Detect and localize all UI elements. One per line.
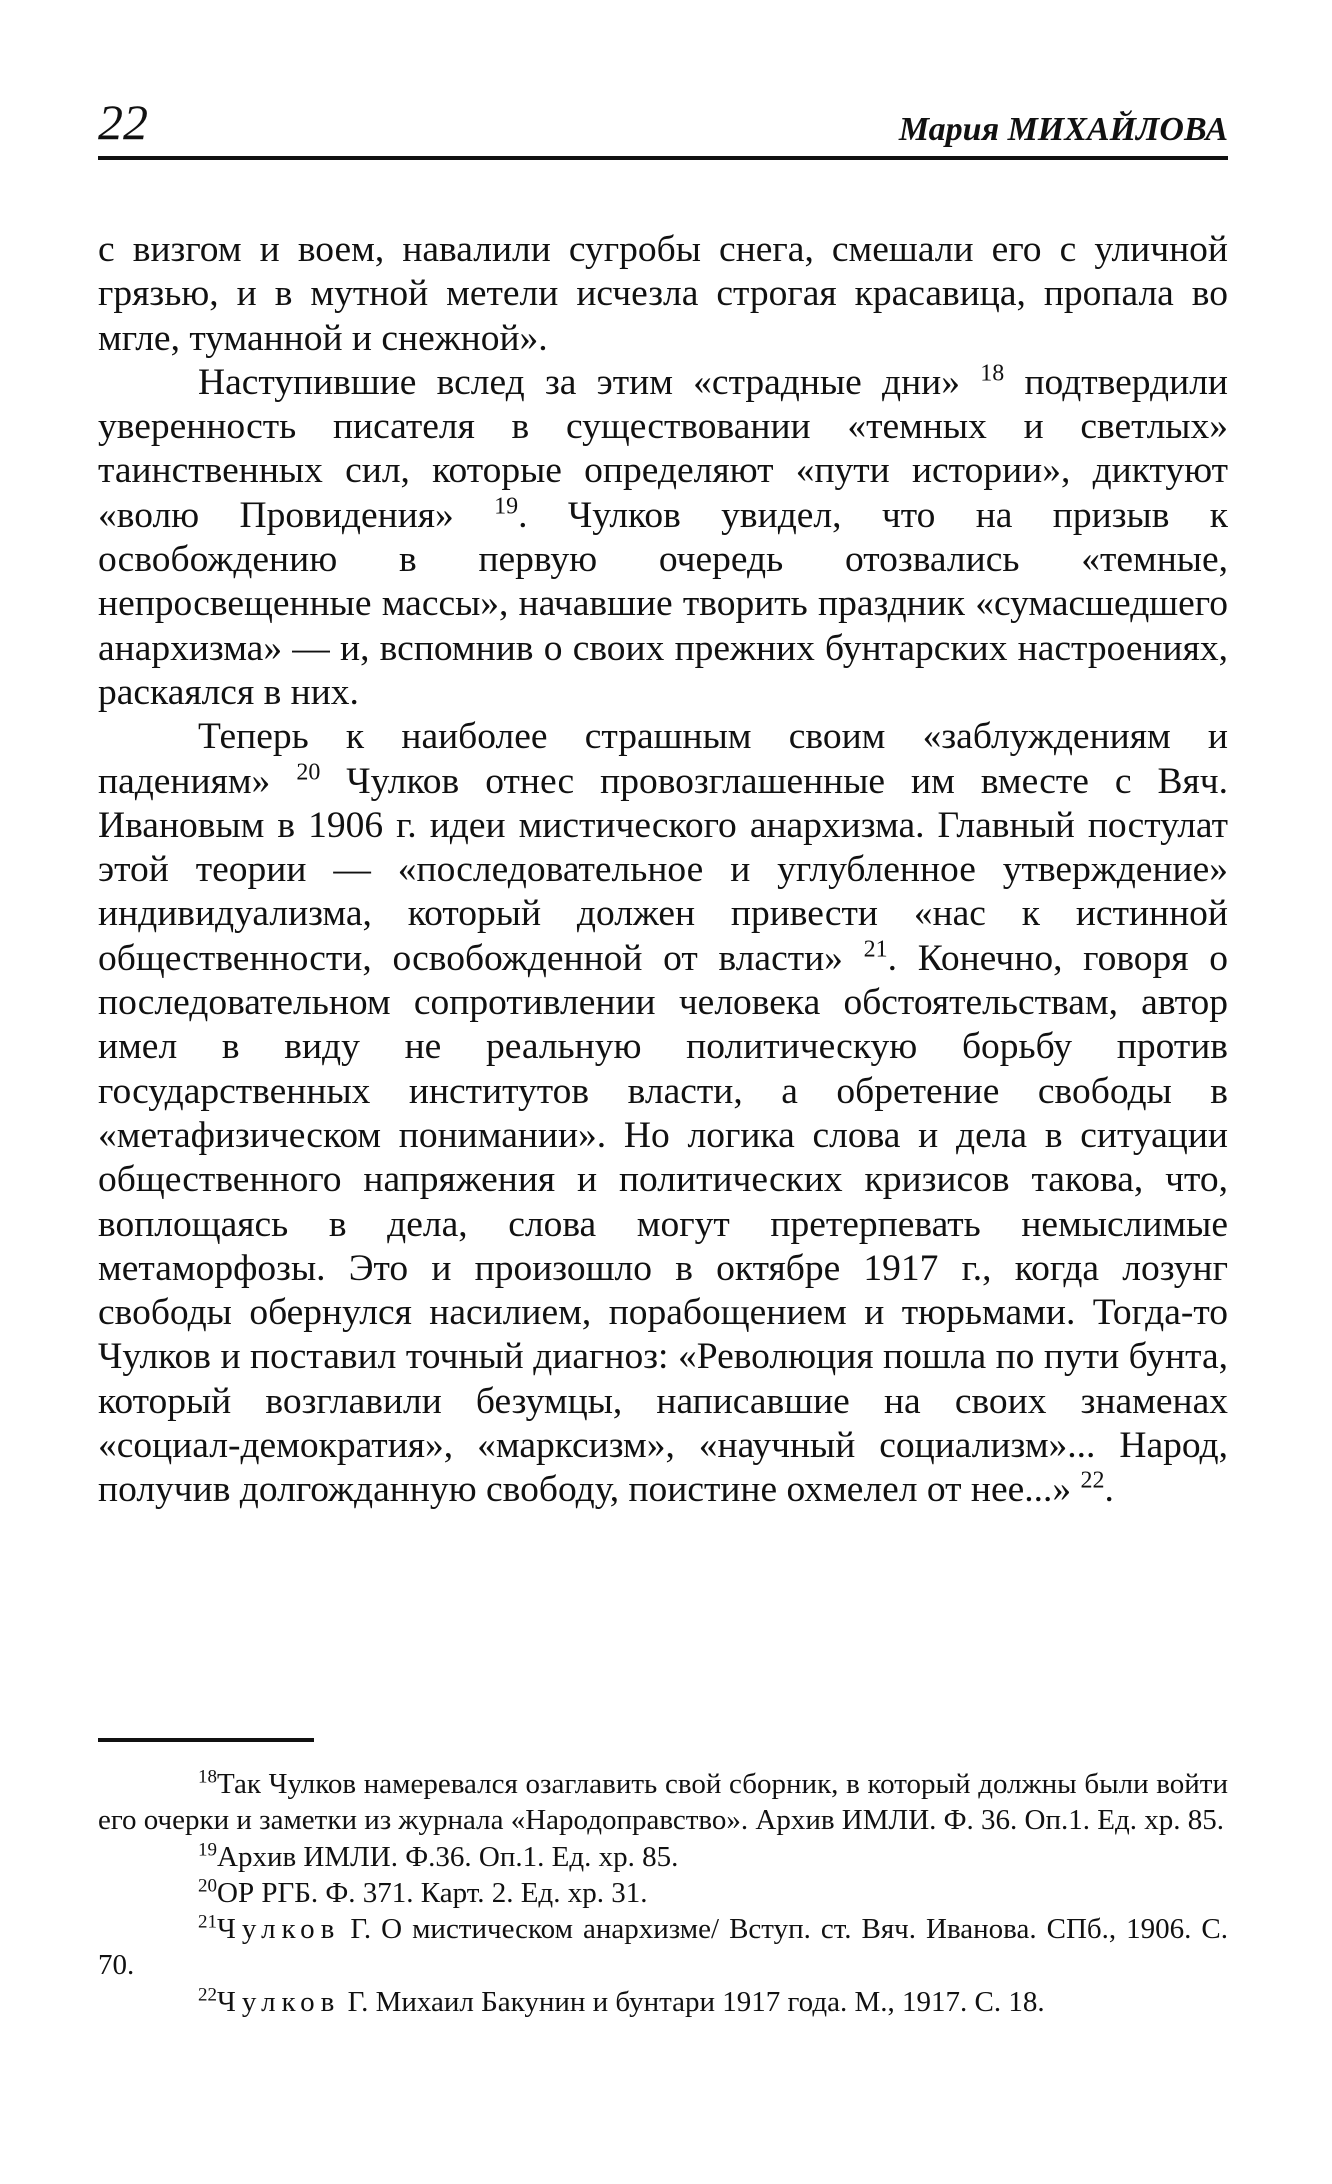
footnote-19 <box>98 1839 1228 1875</box>
footnote-ref-18[interactable]: 18 <box>980 360 1005 387</box>
main-text <box>98 228 1228 1513</box>
footnote-18 <box>98 1766 1228 1839</box>
footnote-text: Архив ИМЛИ. Ф.36. Оп.1. Ед. хр. 85. <box>217 1840 679 1873</box>
page-number: 22 <box>98 94 148 150</box>
footnote-number: 18 <box>198 1766 217 1788</box>
footnote-ref-21[interactable]: 21 <box>863 936 888 963</box>
footnote-text: Г. О мистическом анархизме/ Вступ. ст. Вяч. Иванова. СПб., 1906. С. 70. <box>98 1913 1228 1982</box>
footnote-20 <box>98 1875 1228 1911</box>
footnote-22 <box>98 1984 1228 2020</box>
footnote-ref-20[interactable]: 20 <box>296 759 321 786</box>
footnotes <box>98 1766 1228 2020</box>
footnote-rule <box>98 1738 314 1742</box>
header-rule <box>98 156 1228 160</box>
footnote-number: 22 <box>198 1984 217 2006</box>
paragraph-3: Теперь к наиболее страшным своим «заблуждениям и падениям» $^{20}$ Чулков отнес провозглашенные им вместе с Вяч. Ивановым в 1906 г. идеи мистического анархизма. Главный постулат этой теории — «последовательное и углубленное утверждение» индивидуализма, который должен привести «нас к истинной общественности, освобожденной от власти» $^{21}$. Конечно, говоря о последовательном сопротивлении человека обстоятельствам, автор имел в виду не реальную политическую борьбу против государственных институтов власти, а обретение свободы в «метафизическом понимании». Но логика слова и дела в ситуации общественного напряжения и политических кризисов такова, что, воплощаясь в дела, слова могут претерпевать немыслимые метаморфозы. Это и произошло в октябре 1917 г., когда лозунг свободы обернулся насилием, порабощением и тюрьмами. Тогда-то Чулков и поставил точный диагноз: «Революция пошла по пути бунта, который возглавили безумцы, написавшие на своих знаменах «социал-демократия», «марксизм», «научный социализм»... Народ, получив долгожданную свободу, поистине охмелел от нее...» $^{22}$. <box>98 716 1229 1511</box>
footnote-text: ОР РГБ. Ф. 371. Карт. 2. Ед. хр. 31. <box>217 1876 648 1909</box>
footnote-author: Чулков <box>217 1913 341 1946</box>
paragraph-2: Наступившие вслед за этим «страдные дни» $^{18}$ подтвердили уверенность писателя в существовании «темных и светлых» таинственных сил, которые определяют «пути истории», диктуют «волю Провидения» $^{19}$. Чулков увидел, что на призыв к освобождению в первую очередь отозвались «темные, непросвещенные массы», начавшие творить праздник «сумасшедшего анархизма» — и, вспомнив о своих прежних бунтарских настроениях, раскаялся в них. <box>98 360 1228 713</box>
footnote-number: 20 <box>198 1875 217 1897</box>
paragraph-1: с визгом и воем, навалили сугробы снега, смешали его с уличной грязью, и в мутной метели исчезла строгая красавица, пропала во мгле, туманной и снежной». <box>98 229 1228 359</box>
footnote-number: 21 <box>198 1911 217 1933</box>
running-head: Мария МИХАЙЛОВА <box>898 111 1228 148</box>
footnote-text: Так Чулков намеревался озаглавить свой сборник, в который должны были войти его очерки и заметки из журнала «Народоправство». Архив ИМЛИ. Ф. 36. Оп.1. Ед. хр. 85. <box>98 1768 1228 1837</box>
footnote-author: Чулков <box>217 1985 341 2018</box>
footnote-21 <box>98 1911 1228 1984</box>
footnote-ref-22[interactable]: 22 <box>1080 1467 1105 1494</box>
footnote-ref-19[interactable]: 19 <box>494 493 519 520</box>
page-header <box>98 92 1228 156</box>
footnote-number: 19 <box>198 1838 217 1860</box>
footnote-text: Г. Михаил Бакунин и бунтари 1917 года. М., 1917. С. 18. <box>340 1985 1045 2018</box>
